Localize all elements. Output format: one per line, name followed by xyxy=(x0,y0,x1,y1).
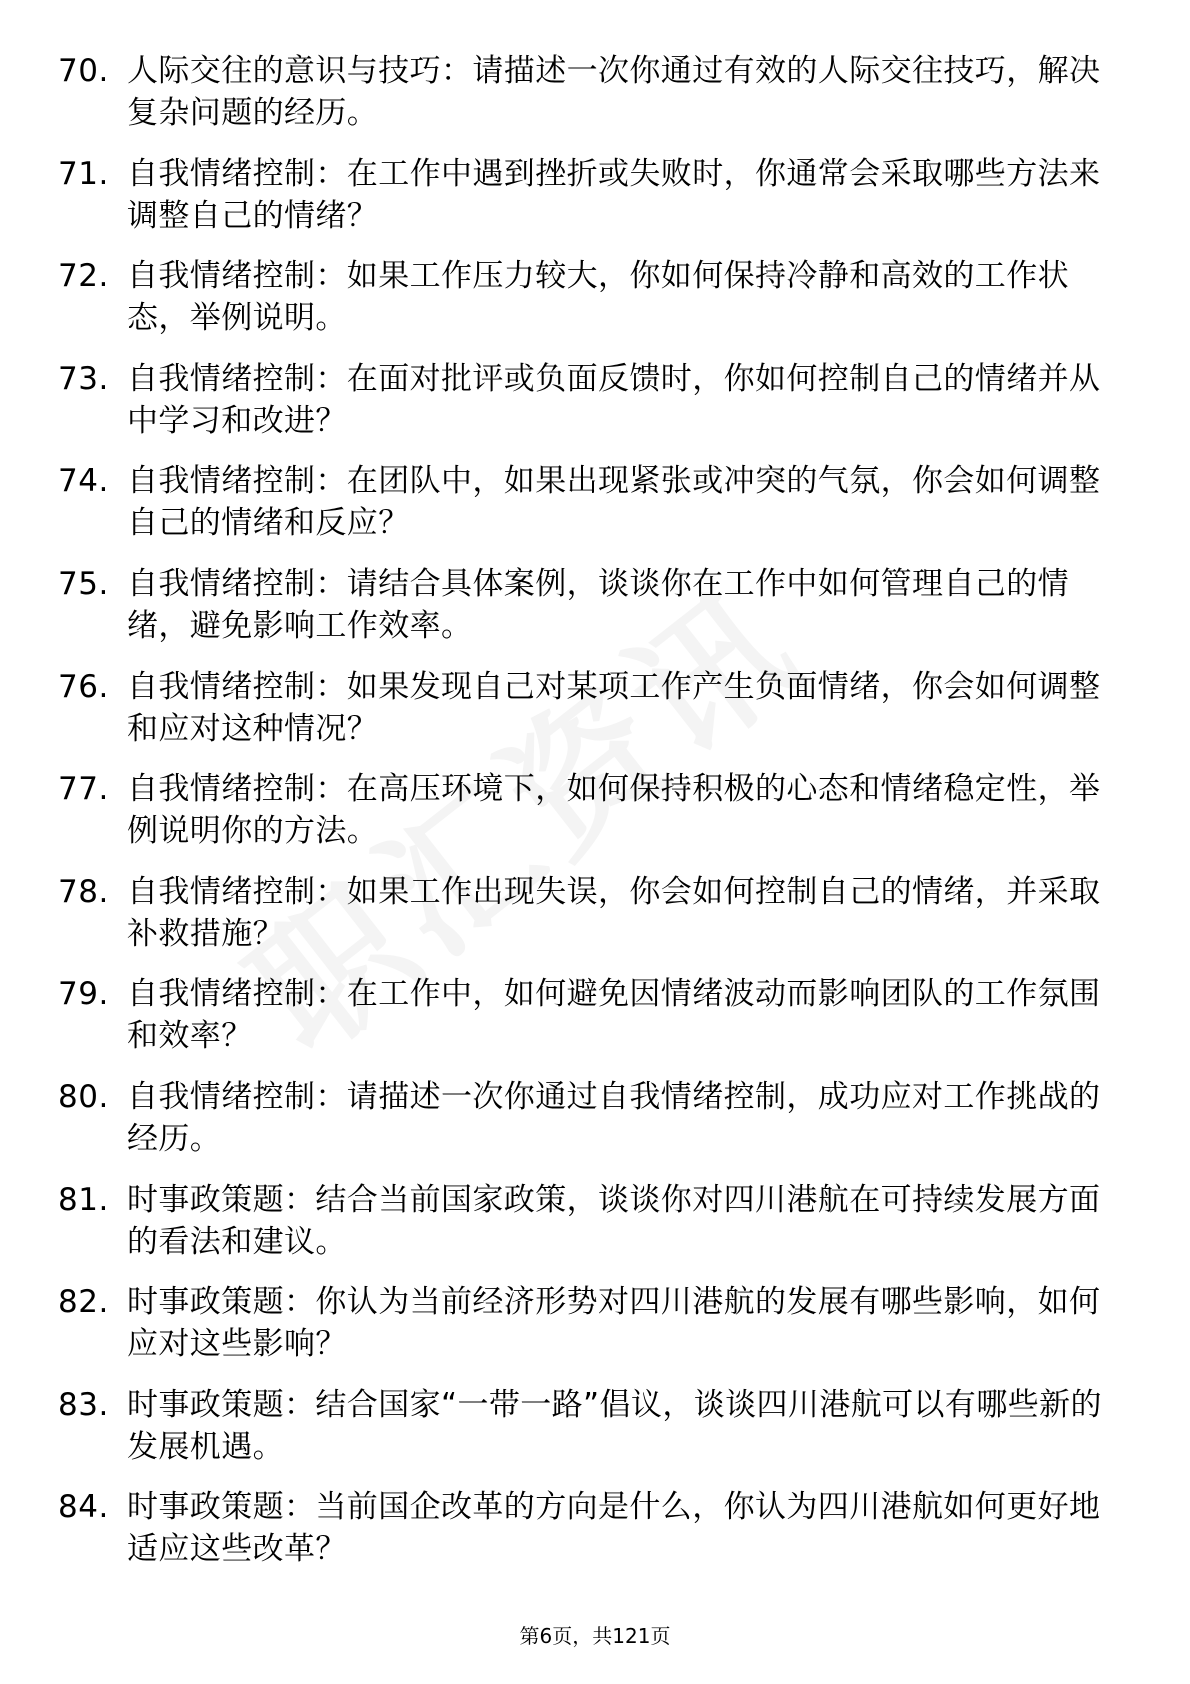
question-item xyxy=(0,50,1190,153)
question-text: 自我情绪控制：在高压环境下，如何保持积极的心态和情绪稳定性，举例说明你的方法。 xyxy=(127,771,1101,850)
question-item xyxy=(0,1384,1190,1487)
question-text: 自我情绪控制：请结合具体案例，谈谈你在工作中如何管理自己的情绪，避免影响工作效率。 xyxy=(127,565,1069,644)
question-item xyxy=(0,1486,1190,1589)
question-number: 70. xyxy=(58,53,109,89)
question-text: 自我情绪控制：如果发现自己对某项工作产生负面情绪，你会如何调整和应对这种情况？ xyxy=(127,668,1101,747)
question-number: 81. xyxy=(58,1181,109,1218)
question-item xyxy=(0,255,1190,358)
question-item xyxy=(0,768,1190,871)
question-item xyxy=(0,1179,1190,1282)
question-number: 72. xyxy=(58,258,109,295)
question-number: 80. xyxy=(58,1078,109,1115)
question-text: 自我情绪控制：在面对批评或负面反馈时，你如何控制自己的情绪并从中学习和改进？ xyxy=(127,360,1101,439)
question-item xyxy=(0,460,1190,563)
question-item xyxy=(0,358,1190,461)
question-number: 73. xyxy=(58,360,109,397)
question-text: 时事政策题：结合当前国家政策，谈谈你对四川港航在可持续发展方面的看法和建议。 xyxy=(127,1181,1101,1260)
question-number: 76. xyxy=(58,668,109,705)
question-item xyxy=(0,153,1190,256)
question-item xyxy=(0,871,1190,974)
question-number: 71. xyxy=(58,155,109,192)
question-text: 时事政策题：你认为当前经济形势对四川港航的发展有哪些影响，如何应对这些影响？ xyxy=(127,1284,1101,1363)
question-text: 自我情绪控制：在工作中遇到挫折或失败时，你通常会采取哪些方法来调整自己的情绪？ xyxy=(127,155,1101,234)
question-item xyxy=(0,1281,1190,1384)
question-list xyxy=(0,50,1190,1589)
question-item xyxy=(0,666,1190,769)
question-text: 时事政策题：结合国家“一带一路”倡议，谈谈四川港航可以有哪些新的发展机遇。 xyxy=(127,1386,1102,1465)
question-number: 82. xyxy=(58,1284,109,1321)
question-number: 77. xyxy=(58,771,109,808)
question-text: 自我情绪控制：请描述一次你通过自我情绪控制，成功应对工作挑战的经历。 xyxy=(127,1078,1101,1157)
question-text: 时事政策题：当前国企改革的方向是什么，你认为四川港航如何更好地适应这些改革？ xyxy=(127,1489,1101,1568)
page-footer: 第6页，共121页 xyxy=(519,1624,671,1648)
question-text: 自我情绪控制：如果工作压力较大，你如何保持冷静和高效的工作状态，举例说明。 xyxy=(127,258,1069,337)
question-item xyxy=(0,973,1190,1076)
question-text: 自我情绪控制：在团队中，如果出现紧张或冲突的气氛，你会如何调整自己的情绪和反应？ xyxy=(127,463,1101,542)
question-number: 83. xyxy=(58,1386,109,1423)
question-item xyxy=(0,1076,1190,1179)
question-number: 78. xyxy=(58,873,109,910)
question-number: 74. xyxy=(58,463,109,500)
question-item xyxy=(0,563,1190,666)
question-number: 75. xyxy=(58,565,109,602)
question-text: 人际交往的意识与技巧：请描述一次你通过有效的人际交往技巧，解决复杂问题的经历。 xyxy=(127,53,1101,131)
question-number: 84. xyxy=(58,1489,109,1526)
question-text: 自我情绪控制：在工作中，如何避免因情绪波动而影响团队的工作氛围和效率？ xyxy=(127,976,1101,1055)
question-number: 79. xyxy=(58,976,109,1013)
question-text: 自我情绪控制：如果工作出现失误，你会如何控制自己的情绪，并采取补救措施？ xyxy=(127,873,1101,952)
